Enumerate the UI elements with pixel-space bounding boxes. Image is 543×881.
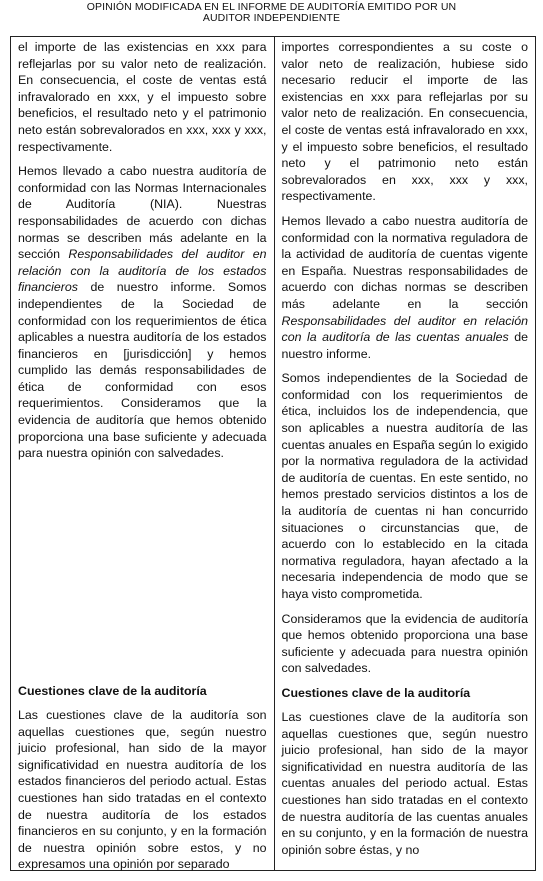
header-line-2: AUDITOR INDEPENDIENTE: [202, 12, 341, 24]
left-paragraph-2: Hemos llevado a cabo nuestra auditoría de conformidad con las Normas Internacionales de Auditoría (NIA). Nuestras responsabilidades de acuerdo con dichas normas se describen más adelante en la sección Responsabilidades del auditor en relación con la auditoría de los estados financieros de nuestro informe. Somos independientes de la Sociedad de conformidad con los requerimientos de ética aplicables a nuestra auditoría de los estados financieros en [jurisdicción] y hemos cumplido las demás responsabilidades de ética de conformidad con esos requerimientos. Consideramos que la evidencia de auditoría que hemos obtenido proporciona una base suficiente y adecuada para nuestra opinión con salvedades.: [18, 164, 267, 461]
right-paragraph-4: Consideramos que la evidencia de auditoría que hemos obtenido proporciona una base suficiente y adecuada para nuestra opinión con salvedades.: [281, 611, 528, 676]
right-column: [274, 37, 536, 871]
left-column: [11, 37, 275, 871]
comparison-table: [10, 36, 536, 871]
right-paragraph-2: Hemos llevado a cabo nuestra auditoría de conformidad con la normativa reguladora de la actividad de auditoría de cuentas vigente en España. Nuestras responsabilidades de acuerdo con dichas normas se describen más adelante en la sección Responsabilidades del auditor en relación con la auditoría de las cuentas anuales de nuestro informe.: [281, 213, 528, 361]
right-paragraph-5: Las cuestiones clave de la auditoría son aquellas cuestiones que, según nuestro juicio profesional, han sido de la mayor significatividad en nuestra auditoría de las cuentas anuales del periodo actual. Estas cuestiones han sido tratadas en el contexto de nuestra auditoría de las cuentas anuales en su conjunto, y en la formación de nuestra opinión sobre éstas, y no: [281, 709, 528, 857]
right-section-heading: Cuestiones clave de la auditoría: [281, 685, 471, 700]
right-paragraph-1: importes correspondientes a su coste o valor neto de realización, hubiese sido necesario reducir el importe de las existencias en xxx para reflejarlas por su valor neto de realización. En consecuencia, el coste de ventas está infravalorado en xxx, y el impuesto sobre beneficios, el resultado neto y el patrimonio neto están sobrevalorados en xxx, xxx y xxx, respectivamente.: [281, 40, 528, 204]
page-header: [0, 2, 543, 24]
left-paragraph-1: el importe de las existencias en xxx para reflejarlas por su valor neto de realización. En consecuencia, el coste de ventas está infravalorado en xxx, y el impuesto sobre beneficios, el resultado neto y el patrimonio neto están sobrevalorados en xxx, xxx y xxx, respectivamente.: [18, 40, 267, 154]
right-section-reference: Responsabilidades del auditor en relación con la auditoría de las cuentas anuales: [281, 313, 528, 345]
left-section-heading: Cuestiones clave de la auditoría: [18, 684, 207, 698]
left-section-reference: Responsabilidades del auditor en relación con la auditoría de los estados financieros: [18, 247, 267, 295]
right-paragraph-3: Somos independientes de la Sociedad de conformidad con los requerimientos de ética, incluidos los de independencia, que son aplicables a nuestra auditoría de las cuentas anuales en España según lo exigido por la normativa reguladora de la actividad de auditoría de cuentas. En este sentido, no hemos prestado servicios distintos a los de la auditoría de cuentas ni han concurrido situaciones o circunstancias que, de acuerdo con lo establecido en la citada normativa reguladora, hayan afectado a la necesaria independencia de modo que se haya visto comprometida.: [281, 371, 528, 601]
left-paragraph-3: Las cuestiones clave de la auditoría son aquellas cuestiones que, según nuestro juicio profesional, han sido de la mayor significatividad en nuestra auditoría de los estados financieros del periodo actual. Estas cuestiones han sido tratadas en el contexto de nuestra auditoría de los estados financieros en su conjunto, y en la formación de nuestra opinión sobre estos, y no expresamos una opinión por separado: [18, 708, 267, 872]
header-line-1: OPINIÓN MODIFICADA EN EL INFORME DE AUDITORÍA EMITIDO POR UN: [86, 1, 457, 13]
